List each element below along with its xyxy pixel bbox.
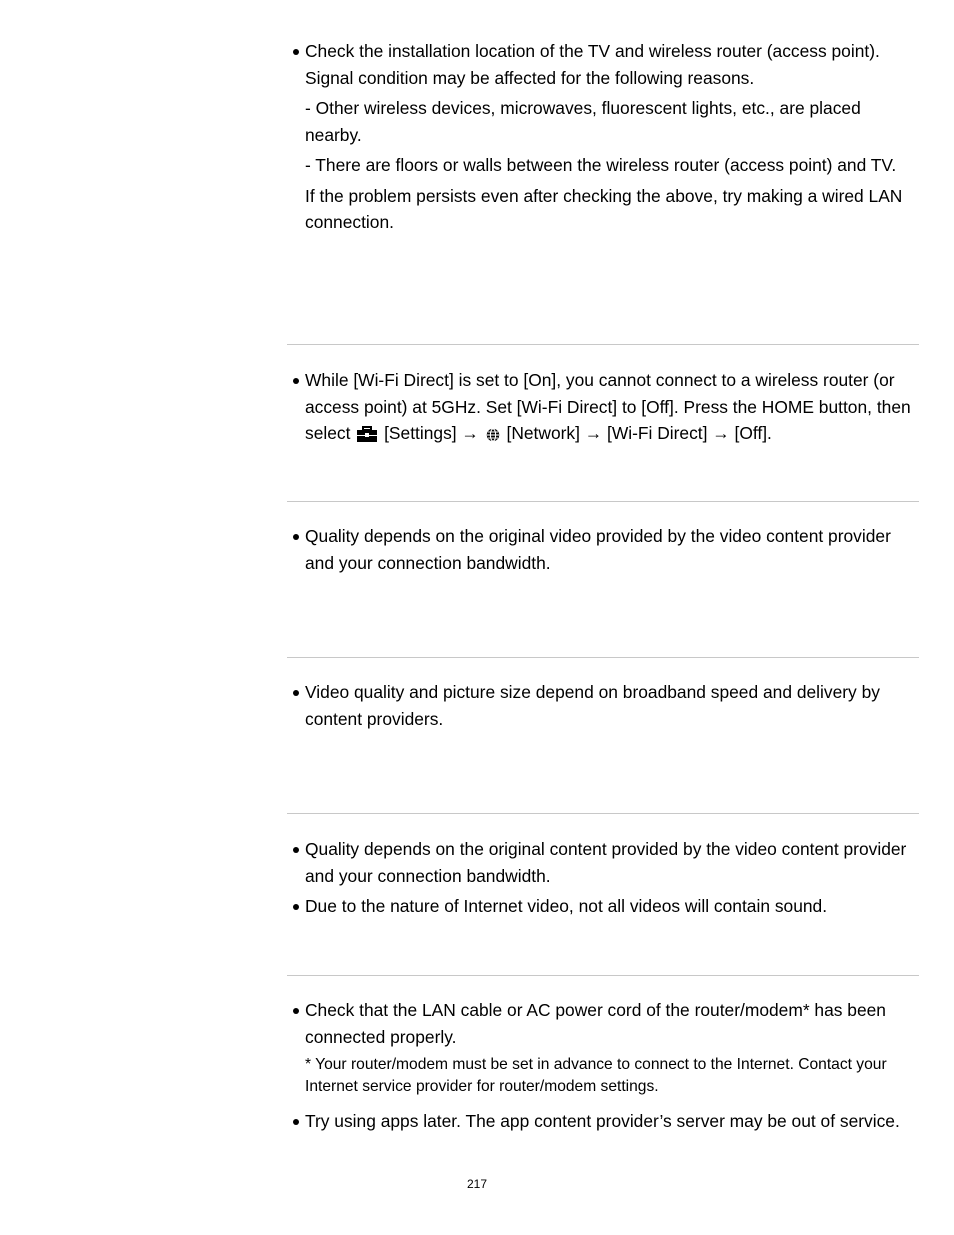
bullet-text: Try using apps later. The app content provider’s server may be out of service. (305, 1111, 900, 1131)
bullet-dot-icon (293, 49, 299, 55)
bullet-item (287, 893, 919, 920)
bullet-dot-icon (293, 1008, 299, 1014)
bullet-text: Check that the LAN cable or AC power cord of the router/modem* has been connected properly. (305, 1000, 886, 1047)
bullet-item (287, 38, 919, 91)
globe-icon (486, 423, 500, 450)
bullet-text: [Network] → [Wi-Fi Direct] → [Off]. (501, 423, 772, 443)
footnote: * Your router/modem must be set in advance to connect to the Internet. Contact your Internet service provider for router/modem settings. (305, 1056, 887, 1095)
bullet-dot-icon (293, 534, 299, 540)
bullet-dot-icon (293, 690, 299, 696)
bullet-text: While [Wi-Fi Direct] is set to [On], you cannot connect to a wireless router (or access point) at 5GHz. Set [Wi-Fi Direct] to [Off]. Press the HOME button, then select (305, 370, 911, 443)
bullet-item (287, 836, 919, 889)
bullet-text: Quality depends on the original content provided by the video content provider and your connection bandwidth. (305, 839, 907, 886)
page-content (287, 0, 919, 1131)
bullet-item (287, 367, 919, 450)
section-divider (287, 501, 919, 502)
bullet-dot-icon (293, 847, 299, 853)
section-picture-size (287, 679, 919, 732)
toolbox-icon (357, 423, 377, 450)
bullet-dot-icon (293, 1119, 299, 1125)
bullet-item (287, 679, 919, 732)
bullet-text: Quality depends on the original video provided by the video content provider and your connection bandwidth. (305, 526, 891, 573)
paragraph: - Other wireless devices, microwaves, fluorescent lights, etc., are placed nearby. (305, 98, 861, 145)
bullet-item (287, 523, 919, 576)
section-divider (287, 975, 919, 976)
bullet-text: Due to the nature of Internet video, not all videos will contain sound. (305, 896, 828, 916)
paragraph: - There are floors or walls between the wireless router (access point) and TV. (305, 155, 897, 175)
section-connection (287, 997, 919, 1135)
bullet-text: Video quality and picture size depend on broadband speed and delivery by content providers. (305, 682, 880, 729)
section-video-quality (287, 523, 919, 576)
section-divider (287, 813, 919, 814)
section-wifi-direct (287, 367, 919, 450)
section-divider (287, 344, 919, 345)
bullet-dot-icon (293, 378, 299, 384)
section-sound (287, 836, 919, 920)
bullet-dot-icon (293, 904, 299, 910)
bullet-item (287, 997, 919, 1050)
paragraph: If the problem persists even after checking the above, try making a wired LAN connection. (305, 185, 903, 232)
bullet-text: Check the installation location of the TV and wireless router (access point). Signal condition may be affected for the following reasons. (305, 41, 880, 88)
bullet-text: [Settings] → (379, 423, 484, 443)
section-divider (287, 657, 919, 658)
section-wireless-location (287, 0, 919, 236)
bullet-item (287, 1108, 919, 1135)
page-number: 217 (466, 1177, 488, 1191)
